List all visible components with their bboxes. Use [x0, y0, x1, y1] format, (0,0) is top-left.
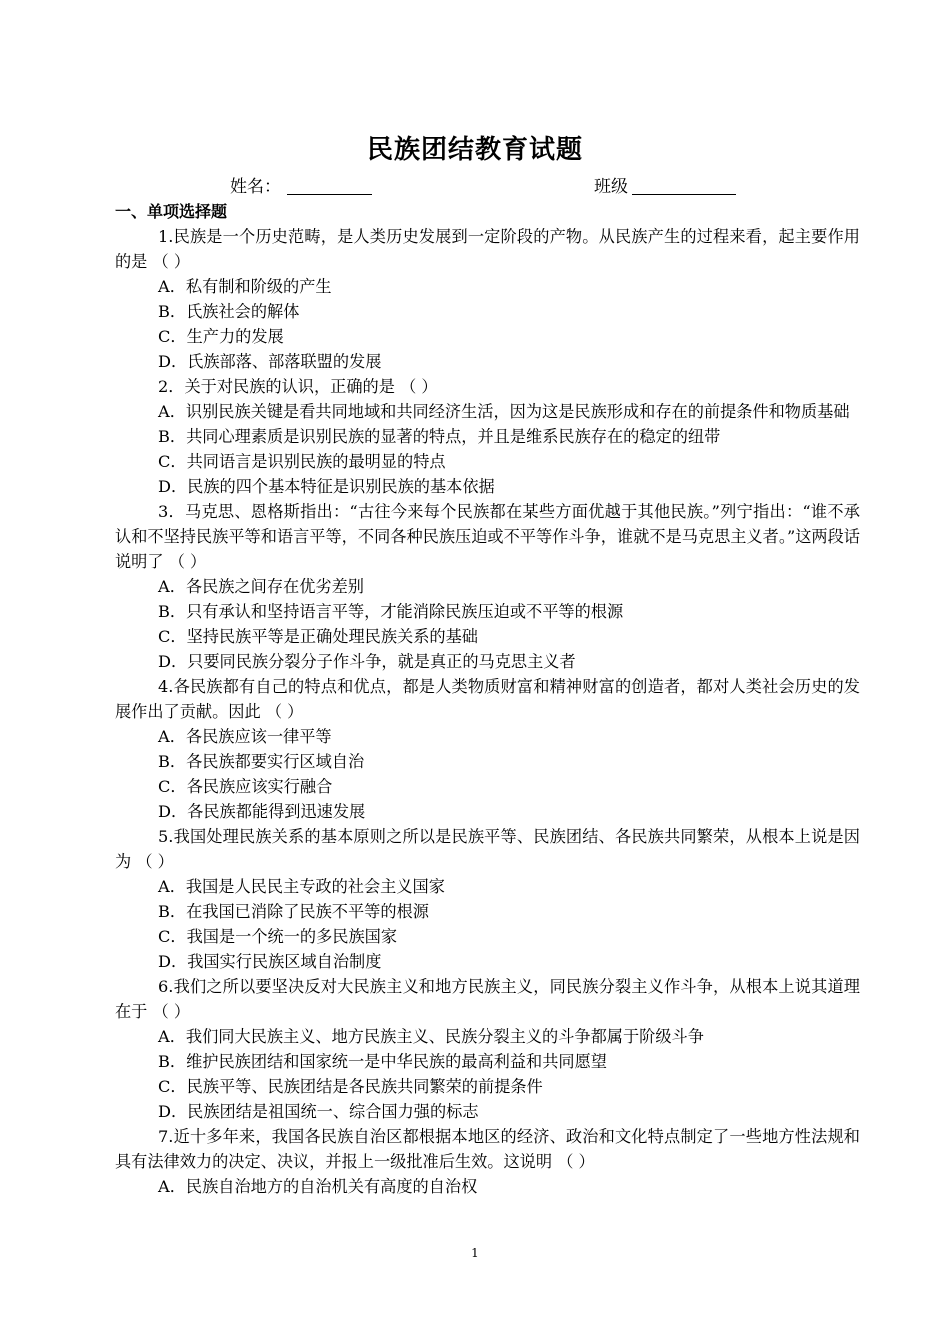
name-label: 姓名： [230, 177, 281, 197]
answer-option: A．民族自治地方的自治机关有高度的自治权 [158, 1177, 478, 1196]
answer-option: B．维护民族团结和国家统一是中华民族的最高利益和共同愿望 [158, 1052, 607, 1071]
answer-option: C．生产力的发展 [158, 327, 284, 346]
answer-option: A．各民族之间存在优劣差别 [158, 577, 364, 596]
answer-option: B．氏族社会的解体 [158, 302, 300, 321]
answer-option: C．坚持民族平等是正确处理民族关系的基础 [158, 627, 478, 646]
page-title: 民族团结教育试题 [366, 135, 583, 165]
answer-option: D．民族团结是祖国统一、综合国力强的标志 [158, 1102, 479, 1121]
answer-option: B．在我国已消除了民族不平等的根源 [158, 902, 429, 921]
answer-option: A．我国是人民民主专政的社会主义国家 [158, 877, 445, 896]
class-label: 班级 [594, 177, 628, 197]
question-stem: 1.民族是一个历史范畴，是人类历史发展到一定阶段的产物。从民族产生的过程来看，起主要作用的是 （ ） [115, 227, 860, 271]
answer-option: A．识别民族关键是看共同地域和共同经济生活，因为这是民族形成和存在的前提条件和物质基础 [158, 402, 850, 421]
answer-option: A．私有制和阶级的产生 [158, 277, 332, 296]
answer-option: C．我国是一个统一的多民族国家 [158, 927, 398, 946]
question-stem: 5.我国处理民族关系的基本原则之所以是民族平等、民族团结、各民族共同繁荣，从根本上说是因为 （ ） [115, 827, 860, 871]
question-stem: 4.各民族都有自己的特点和优点，都是人类物质财富和精神财富的创造者，都对人类社会历史的发展作出了贡献。因此 （ ） [115, 677, 860, 721]
question-stem: 2．关于对民族的认识，正确的是 （ ） [158, 377, 438, 396]
question-stem: 7.近十多年来，我国各民族自治区都根据本地区的经济、政治和文化特点制定了一些地方性法规和具有法律效力的决定、决议，并报上一级批准后生效。这说明 （ ） [115, 1127, 860, 1171]
answer-option: A．各民族应该一律平等 [158, 727, 332, 746]
answer-option: C．各民族应该实行融合 [158, 777, 333, 796]
answer-option: B．共同心理素质是识别民族的显著的特点，并且是维系民族存在的稳定的纽带 [158, 427, 721, 446]
answer-option: B．只有承认和坚持语言平等，才能消除民族压迫或不平等的根源 [158, 602, 624, 621]
question-stem: 6.我们之所以要坚决反对大民族主义和地方民族主义，同民族分裂主义作斗争，从根本上说其道理在于 （ ） [115, 977, 860, 1021]
answer-option: D．各民族都能得到迅速发展 [158, 802, 366, 821]
answer-option: D．我国实行民族区域自治制度 [158, 952, 382, 971]
page-number: 1 [471, 1246, 479, 1260]
answer-option: A．我们同大民族主义、地方民族主义、民族分裂主义的斗争都属于阶级斗争 [158, 1027, 704, 1046]
answer-option: C．共同语言是识别民族的最明显的特点 [158, 452, 446, 471]
answer-option: D．氏族部落、部落联盟的发展 [158, 352, 382, 371]
answer-option: D．民族的四个基本特征是识别民族的基本依据 [158, 477, 495, 496]
name-blank [287, 194, 372, 195]
question-stem: 3．马克思、恩格斯指出：“古往今来每个民族都在某些方面优越于其他民族。”列宁指出：“谁不承认和不坚持民族平等和语言平等，不同各种民族压迫或不平等作斗争，谁就不是马克思主义者。”这两段话说明了 （ ） [115, 502, 860, 571]
student-info-row [0, 174, 950, 200]
question-list [115, 199, 860, 1199]
answer-option: B．各民族都要实行区域自治 [158, 752, 365, 771]
answer-option: C．民族平等、民族团结是各民族共同繁荣的前提条件 [158, 1077, 543, 1096]
class-blank [632, 194, 736, 195]
section-title: 一、单项选择题 [115, 202, 228, 221]
answer-option: D．只要同民族分裂分子作斗争，就是真正的马克思主义者 [158, 652, 576, 671]
